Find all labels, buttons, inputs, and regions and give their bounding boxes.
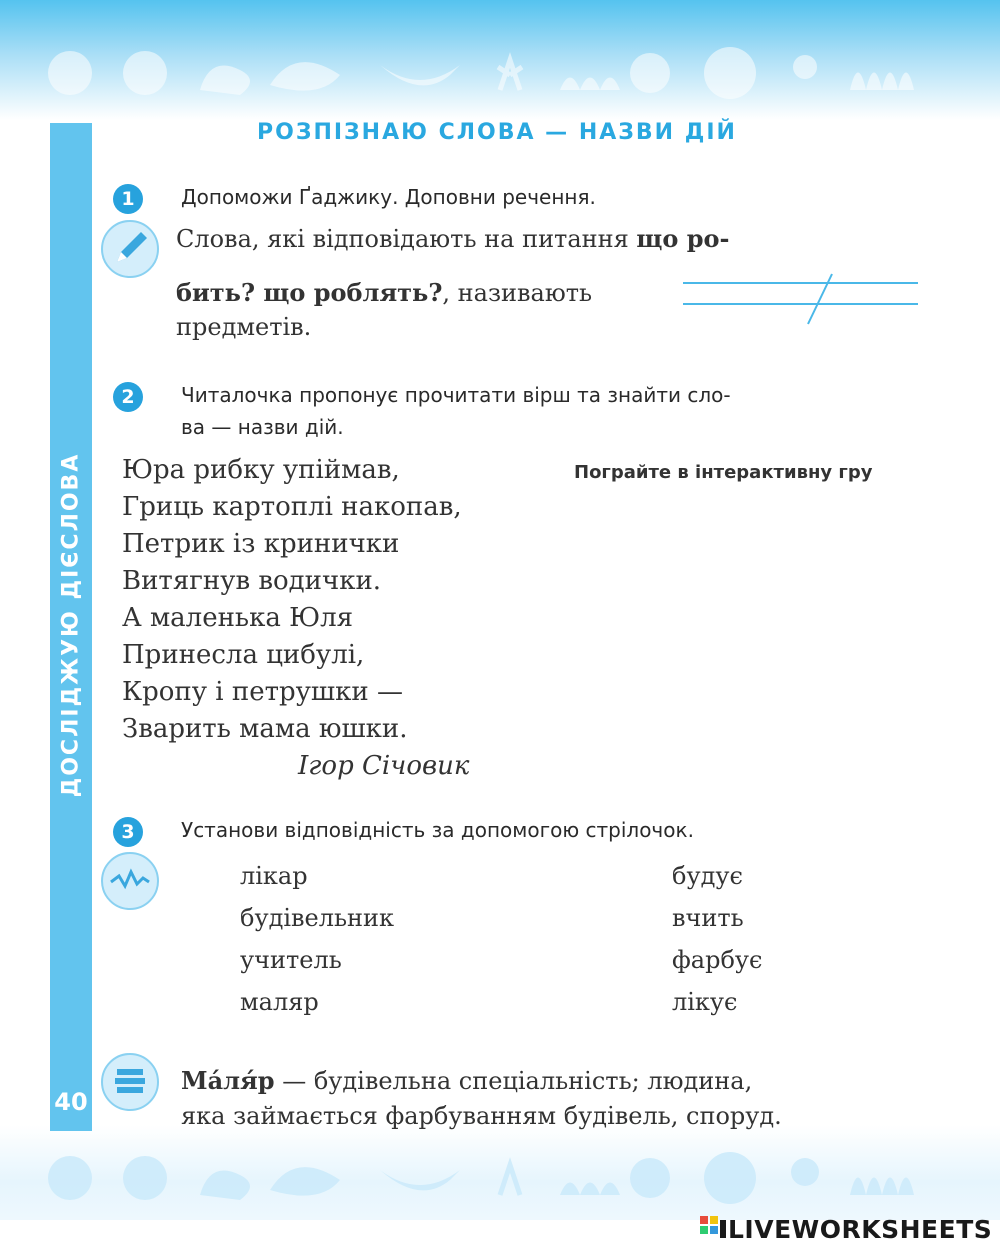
task-1-sentence-line-1	[176, 224, 730, 253]
top-flower-ornaments	[30, 35, 930, 105]
poem-line: Кропу і петрушки —	[122, 677, 403, 707]
dictionary-line-2: яка займається фарбуванням будівель, споруд.	[181, 1102, 782, 1130]
match-left-item[interactable]: лікар	[240, 862, 308, 890]
match-right-item[interactable]: вчить	[672, 904, 744, 932]
match-right-item[interactable]: будує	[672, 862, 743, 890]
task-1-sentence-line-2	[176, 278, 592, 307]
task-3-instruction: Установи відповідність за допомогою стрілочок.	[181, 818, 694, 842]
page-number: 40	[54, 1088, 88, 1116]
poem-line: Зварить мама юшки.	[122, 714, 408, 744]
task-2-number: 2	[113, 382, 143, 412]
poem-line: Витягнув водички.	[122, 566, 382, 596]
dictionary-line-1	[181, 1066, 752, 1095]
task-1-line1-text: Слова, які відповідають на питання	[176, 225, 637, 253]
task-2-instruction-line-2: ва — назви дій.	[181, 415, 344, 439]
chapter-title: ДОСЛІДЖУЮ ДІЄСЛОВА	[58, 452, 84, 798]
bottom-flower-ornaments	[30, 1140, 930, 1210]
dictionary-term: Ма́ля́р	[181, 1066, 275, 1095]
match-left-item[interactable]: маляр	[240, 988, 319, 1016]
poem-line: Гриць картоплі накопав,	[122, 492, 462, 522]
poem-author: Ігор Січовик	[298, 751, 470, 781]
task-3-number: 3	[113, 817, 143, 847]
task-1-instruction: Допоможи Ґаджику. Доповни речення.	[181, 185, 596, 209]
arrow-link-icon	[101, 852, 159, 910]
task-1-sentence-line-3: предметів.	[176, 313, 312, 341]
task-1-line2-bold: бить? що роблять?	[176, 278, 443, 307]
poem-line: Принесла цибулі,	[122, 640, 365, 670]
pencil-icon	[101, 220, 159, 278]
liveworksheets-text: LIVEWORKSHEETS	[728, 1214, 993, 1244]
poem-line: А маленька Юля	[122, 603, 354, 633]
match-left-item[interactable]: будівельник	[240, 904, 395, 932]
liveworksheets-logo-icon	[700, 1216, 728, 1242]
match-right-item[interactable]: лікує	[672, 988, 738, 1016]
match-right-item[interactable]: фарбує	[672, 946, 763, 974]
answer-slash-mark	[800, 272, 840, 327]
task-1-line1-bold: що ро-	[636, 224, 730, 253]
dictionary-definition-1: — будівельна спеціальність; людина,	[274, 1067, 753, 1095]
poem-line: Юра рибку упіймав,	[122, 455, 400, 485]
match-left-item[interactable]: учитель	[240, 946, 342, 974]
liveworksheets-logo	[700, 1214, 992, 1244]
poem-line: Петрик із кринички	[122, 529, 400, 559]
interactive-game-link[interactable]: Пограйте в інтерактивну гру	[574, 462, 873, 483]
task-1-number: 1	[113, 184, 143, 214]
task-1-line2-text: , називають	[442, 279, 593, 307]
book-stack-icon	[101, 1053, 159, 1111]
task-2-instruction-line-1: Читалочка пропонує прочитати вірш та знайти сло-	[181, 383, 731, 407]
page-heading: РОЗПІЗНАЮ СЛОВА — НАЗВИ ДІЙ	[257, 120, 737, 145]
